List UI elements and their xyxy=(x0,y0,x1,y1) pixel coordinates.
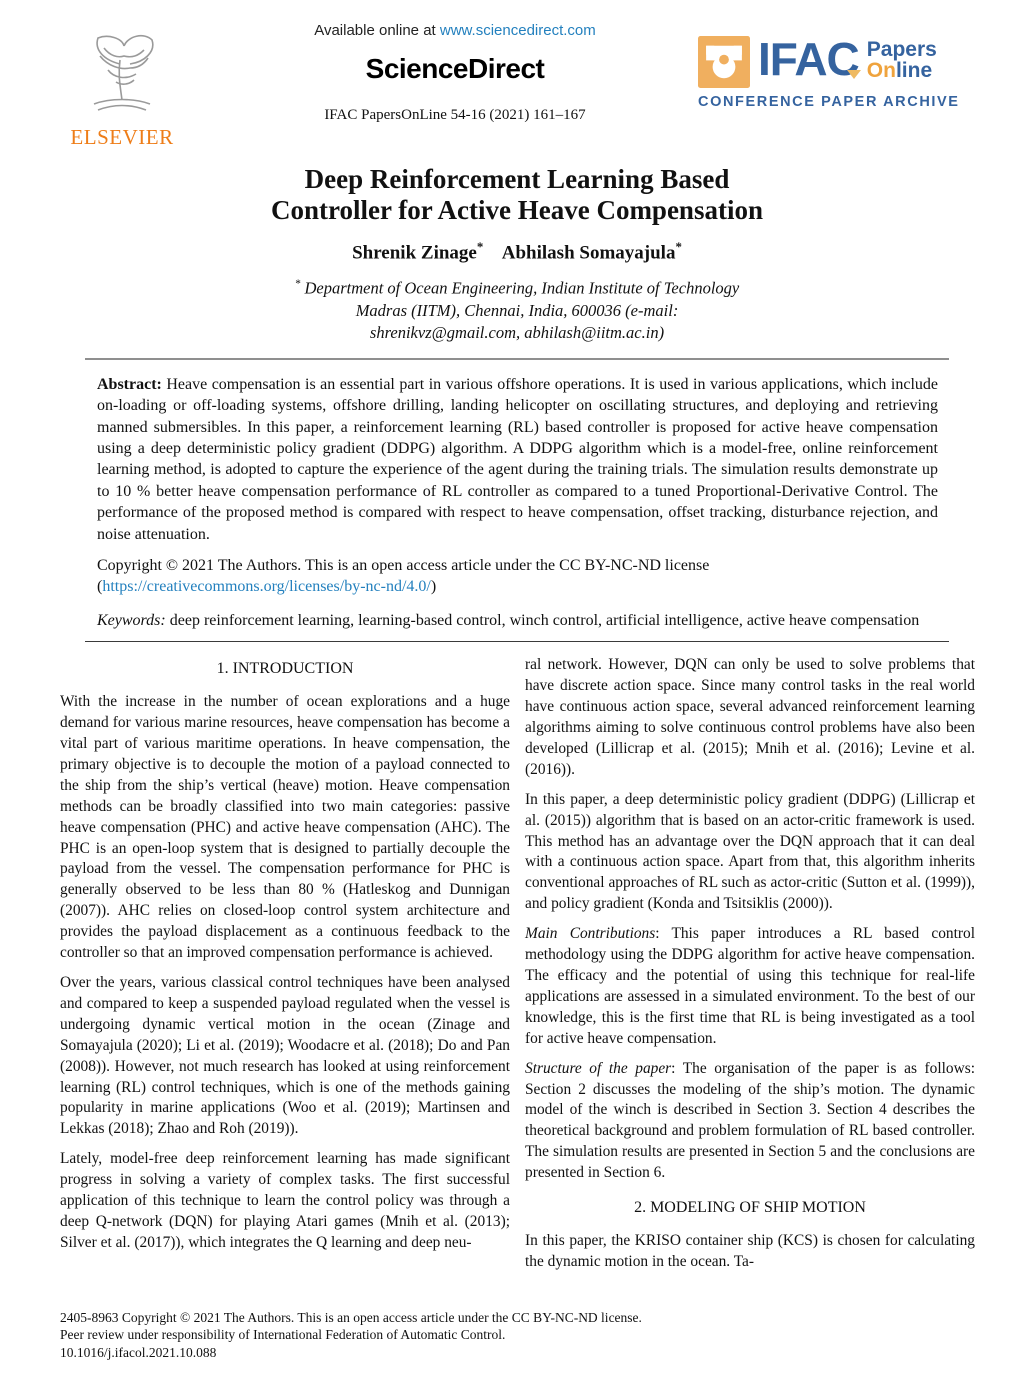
affiliation-line2: Madras (IITM), Chennai, India, 600036 (e-mail: xyxy=(355,300,679,320)
elsevier-wordmark: ELSEVIER xyxy=(70,125,174,149)
authors-line xyxy=(0,239,1034,264)
footer-issn-copyright: 2405-8963 Copyright © 2021 The Authors. This is an open access article under the CC BY-NC-ND license. xyxy=(60,1309,642,1325)
page-header xyxy=(0,0,1034,149)
left-column xyxy=(60,655,510,1281)
journal-citation: IFAC PapersOnLine 54-16 (2021) 161–167 xyxy=(324,107,586,123)
intro-paragraph-3: Lately, model-free deep reinforcement learning has made significant progress in solving a variety of complex tasks. The first successful application of this technique to learn the control policy was through a deep Q-network (DQN) for playing Atari games (Mnih et al. (2013); Silver et al. (2017)), which integrates the Q learning and deep neu- xyxy=(60,1150,510,1251)
affiliation xyxy=(0,273,1034,344)
ifac-line-label: line xyxy=(895,59,933,82)
ifac-papers-label: Papers xyxy=(866,38,937,61)
main-contributions-lead: Main Contributions xyxy=(525,925,656,943)
section-heading-introduction: 1. INTRODUCTION xyxy=(216,660,354,678)
right-paragraph-1: ral network. However, DQN can only be used to solve problems that have discrete action space. Since many control tasks in the real world have continuous action space, several advanced reinforcement learning algorithms aiming to solve continuous control problems have also been developed (Lillicrap et al. (2015); Mnih et al. (2016); Levine et al. (2016)). xyxy=(525,656,975,778)
structure-lead: Structure of the paper xyxy=(525,1059,672,1077)
keywords-text: deep reinforcement learning, learning-based control, winch control, artificial intelligence, active heave compensation xyxy=(165,611,920,629)
ifac-wordmark: IFAC xyxy=(758,33,859,85)
abstract-label: Abstract: xyxy=(97,375,162,393)
copyright-text: Copyright © 2021 The Authors. This is an open access article under the CC BY-NC-ND license xyxy=(97,557,710,575)
keywords-label: Keywords: xyxy=(97,611,166,629)
ifac-papersonline-label xyxy=(867,39,937,81)
abstract-text: Heave compensation is an essential part in various offshore operations. It is used in various applications, which include on-loading or off-loading systems, offshore drilling, landing helicopter on oscillating structures, and deploying and retrieving manned submersibles. In this paper, a reinforcement learning (RL) based controller is proposed for active heave compensation using a deep deterministic policy gradient (DDPG) algorithm. A DDPG algorithm which is a model-free, online reinforcement learning method, is adopted to capture the experience of the agent during the training trials. The simulation results demonstrate up to 10 % better heave compensation performance of RL controller as compared to a tuned Proportional-Derivative Control. The performance of the proposed method is compared with respect to heave compensation, offset tracking, disturbance rejection, and noise attenuation. xyxy=(97,375,938,543)
ifac-badge-icon xyxy=(698,36,750,88)
sciencedirect-wordmark: ScienceDirect xyxy=(365,53,545,84)
author-2-footnote-marker: * xyxy=(675,239,682,254)
structure-paragraph xyxy=(525,1059,975,1184)
ifac-caret-icon xyxy=(847,70,861,79)
page-footer xyxy=(60,1309,642,1362)
right-paragraph-2: In this paper, a deep deterministic policy gradient (DDPG) (Lillicrap et al. (2015)) algorithm that is based on an actor-critic framework is used. This method has an advantage over the DQN approach that it can deal with a continuous action space. Apart from that, this algorithm inherits conventional approaches of RL such as actor-critic (Sutton et al. (1999)), and policy gradient (Konda and Tsitsiklis (2000)). xyxy=(525,790,975,913)
available-online-text: Available online at xyxy=(314,22,440,39)
paper-title-line1: Deep Reinforcement Learning Based xyxy=(304,164,730,194)
affiliation-line1: Department of Ocean Engineering, Indian Institute of Technology xyxy=(304,278,740,298)
header-center xyxy=(255,22,655,124)
abstract-paragraph xyxy=(97,374,938,545)
cc-license-link[interactable]: https://creativecommons.org/licenses/by-nc-nd/4.0/ xyxy=(102,578,431,596)
ifac-archive-label: CONFERENCE PAPER ARCHIVE xyxy=(698,94,960,110)
footer-peer-review: Peer review under responsibility of International Federation of Automatic Control. xyxy=(60,1327,506,1342)
sciencedirect-link[interactable]: www.sciencedirect.com xyxy=(439,22,596,39)
abstract-top-rule xyxy=(85,358,949,360)
ifac-on-label: On xyxy=(866,59,896,82)
structure-text: : The organisation of the paper is as follows: Section 2 discusses the modeling of the ship’s motion. The dynamic model of the winch is described in Section 3. Section 4 describes the theoretical background and problem formulation of RL based controller. The simulation results are presented in Section 5 and the conclusions are presented in Section 6. xyxy=(525,1059,975,1182)
available-online-line xyxy=(255,22,655,39)
author-name-2: Abhilash Somayajula xyxy=(501,242,676,264)
right-column xyxy=(525,655,975,1281)
affiliation-line3: shrenikvz@gmail.com, abhilash@iitm.ac.in) xyxy=(369,322,665,342)
ifac-logo xyxy=(698,33,978,110)
main-contributions-paragraph xyxy=(525,924,975,1049)
elsevier-tree-icon xyxy=(74,105,170,122)
author-name-1: Shrenik Zinage xyxy=(352,242,477,264)
elsevier-logo xyxy=(62,30,182,150)
copyright-close-paren: ) xyxy=(430,578,437,596)
intro-paragraph-1: With the increase in the number of ocean explorations and a huge demand for various marine resources, heave compensation has become a vital part of various maritime operations. In heave compensation, the primary objective is to decouple the motion of a payload connected to the ship from the ship’s vertical (heave) motion. Heave compensation methods can be broadly classified into two main categories: passive heave compensation (PHC) and active heave compensation (AHC). The PHC is an open-loop system that is designed to partially decouple the payload from the vessel. The compensation performance for PHC is generally observed to be less than 80 % (Hatleskog and Dunnigan (2007)). AHC relies on closed-loop control system architecture and provides the payload displacement as a continuous feedback to the controller so that an improved compensation performance is achieved. xyxy=(60,693,510,962)
keywords-paragraph xyxy=(97,610,938,631)
paper-title xyxy=(0,164,1034,226)
copyright-paragraph xyxy=(97,555,938,598)
affiliation-marker: * xyxy=(294,278,301,291)
modeling-paragraph-1: In this paper, the KRISO container ship (KCS) is chosen for calculating the dynamic motion in the ocean. Ta- xyxy=(525,1231,975,1270)
paper-title-line2: Controller for Active Heave Compensation xyxy=(271,195,763,225)
body-columns xyxy=(60,655,975,1281)
author-1-footnote-marker: * xyxy=(476,239,484,254)
section-heading-modeling: 2. MODELING OF SHIP MOTION xyxy=(634,1199,866,1217)
body-top-rule xyxy=(85,641,949,642)
main-contributions-text: : This paper introduces a RL based control methodology using the DDPG algorithm for active heave compensation. The efficacy and the potential of using this technique for real-life applications are assessed in a simulated environment. To the best of our knowledge, this is the first time that RL is being investigated as a tool for active heave compensation. xyxy=(525,925,975,1047)
copyright-open-paren: ( xyxy=(97,578,103,596)
footer-doi: 10.1016/j.ifacol.2021.10.088 xyxy=(60,1344,217,1360)
intro-paragraph-2: Over the years, various classical control techniques have been analysed and compared to keep a suspended payload regulated when the vessel is undergoing dynamic vertical motion in the ocean (Zinage and Somayajula (2020); Li et al. (2019); Woodacre et al. (2018); Do and Pan (2008)). However, not much research has looked at using reinforcement learning (RL) control techniques, which is one of the methods gaining popularity in marine applications (Woo et al. (2019); Martinsen and Lekkas (2018); Zhao and Roh (2019)). xyxy=(60,973,510,1138)
